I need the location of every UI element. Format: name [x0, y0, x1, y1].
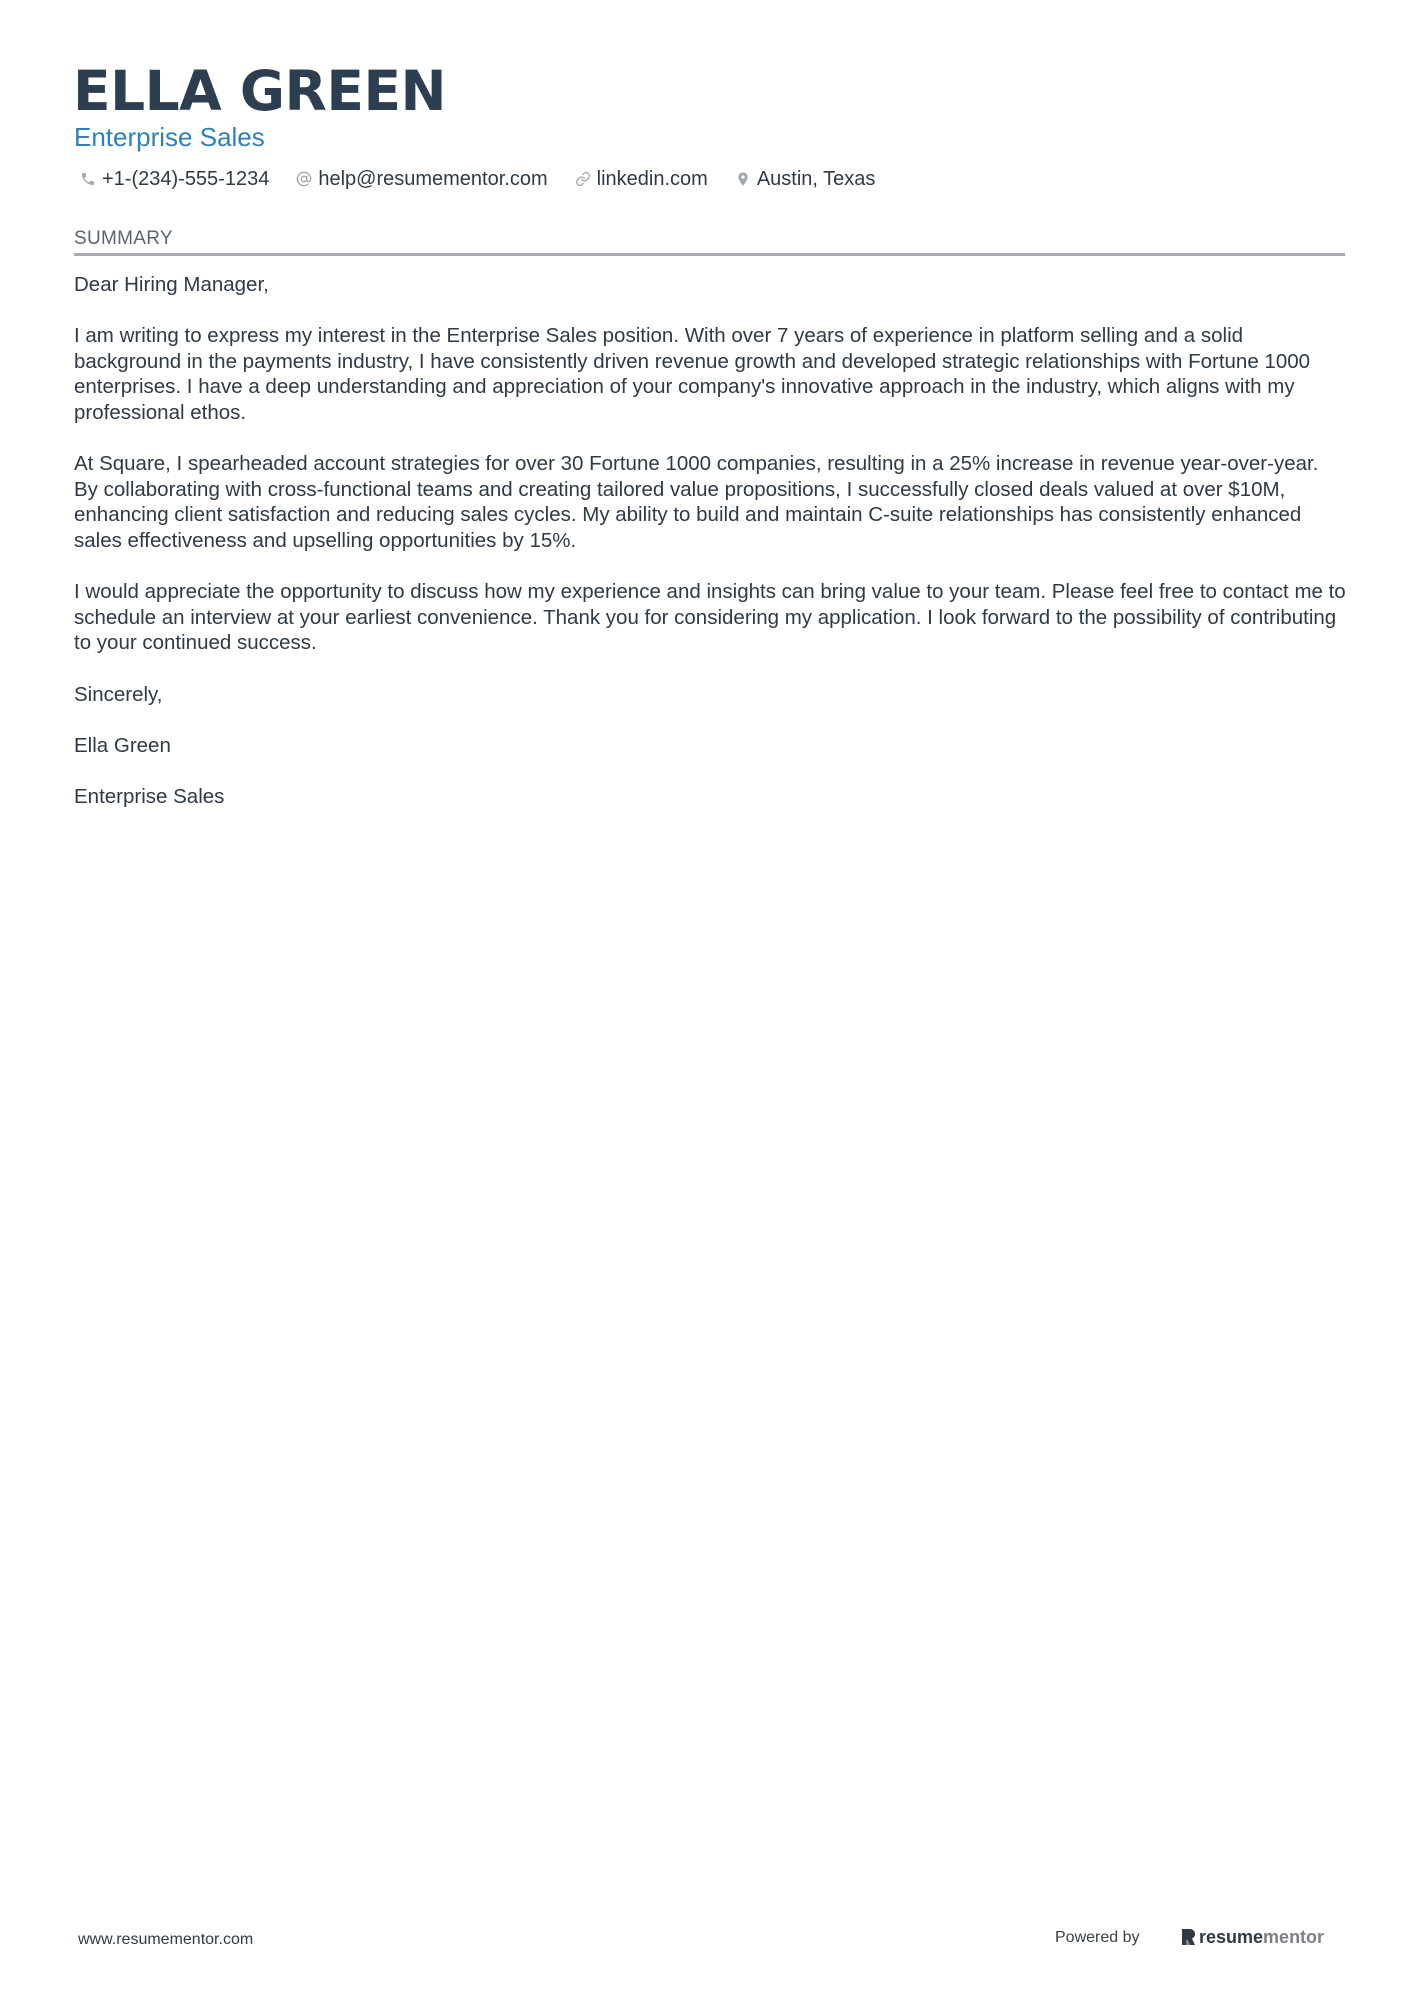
section-heading-summary: SUMMARY [74, 228, 173, 249]
letter-greeting: Dear Hiring Manager, [74, 273, 269, 296]
email-text[interactable]: help@resumementor.com [318, 168, 548, 190]
map-pin-icon [735, 171, 751, 187]
letter-paragraph: At Square, I spearheaded account strategies for over 30 Fortune 1000 companies, resulting in a 25% increase in revenue year-over-year. By collaborating with cross-functional teams and creating tailored value propositions, I successfully closed deals valued at over $10M, enhancing client satisfaction and reducing sales cycles. My ability to build and maintain C-suite relationships has consistently enhanced sales effectiveness and upselling opportunities by 15%. [74, 452, 1319, 552]
brand-mark-icon [1180, 1927, 1196, 1947]
candidate-name: ELLA GREEN [73, 59, 447, 123]
contact-row [80, 165, 902, 193]
letter-paragraph: I would appreciate the opportunity to discuss how my experience and insights can bring value to your team. Please feel free to contact me to schedule an interview at your earliest convenience. Thank you for considering my application. I look forward to the possibility of contributing to your continued success. [74, 580, 1346, 655]
footer-website-link[interactable]: www.resumementor.com [78, 1931, 254, 1948]
link-icon [575, 171, 591, 187]
contact-email[interactable] [296, 165, 547, 193]
brand-text-mentor: mentor [1263, 1927, 1325, 1947]
contact-website[interactable] [575, 165, 708, 193]
contact-phone [80, 165, 269, 193]
contact-location [735, 165, 876, 193]
brand-text-resume: resume [1199, 1927, 1264, 1947]
letter-body [74, 272, 1346, 835]
candidate-title: Enterprise Sales [74, 122, 265, 152]
signature-name: Ella Green [74, 733, 171, 757]
letter-closing: Sincerely, [74, 682, 163, 706]
powered-by-label: Powered by [1055, 1929, 1140, 1946]
website-text[interactable]: linkedin.com [596, 168, 708, 190]
at-sign-icon [296, 171, 312, 187]
section-divider [74, 253, 1345, 256]
phone-icon [80, 171, 96, 187]
brand-logo[interactable] [1180, 1926, 1324, 1948]
letter-paragraph: I am writing to express my interest in the Enterprise Sales position. With over 7 years of experience in platform selling and a solid background in the payments industry, I have consistently driven revenue growth and developed strategic relationships with Fortune 1000 enterprises. I have a deep understanding and appreciation of your company's innovative approach in the industry, which aligns with my professional ethos. [74, 324, 1311, 424]
signature-title: Enterprise Sales [74, 784, 225, 808]
location-text: Austin, Texas [756, 168, 876, 190]
phone-text: +1-(234)-555-1234 [102, 168, 270, 190]
